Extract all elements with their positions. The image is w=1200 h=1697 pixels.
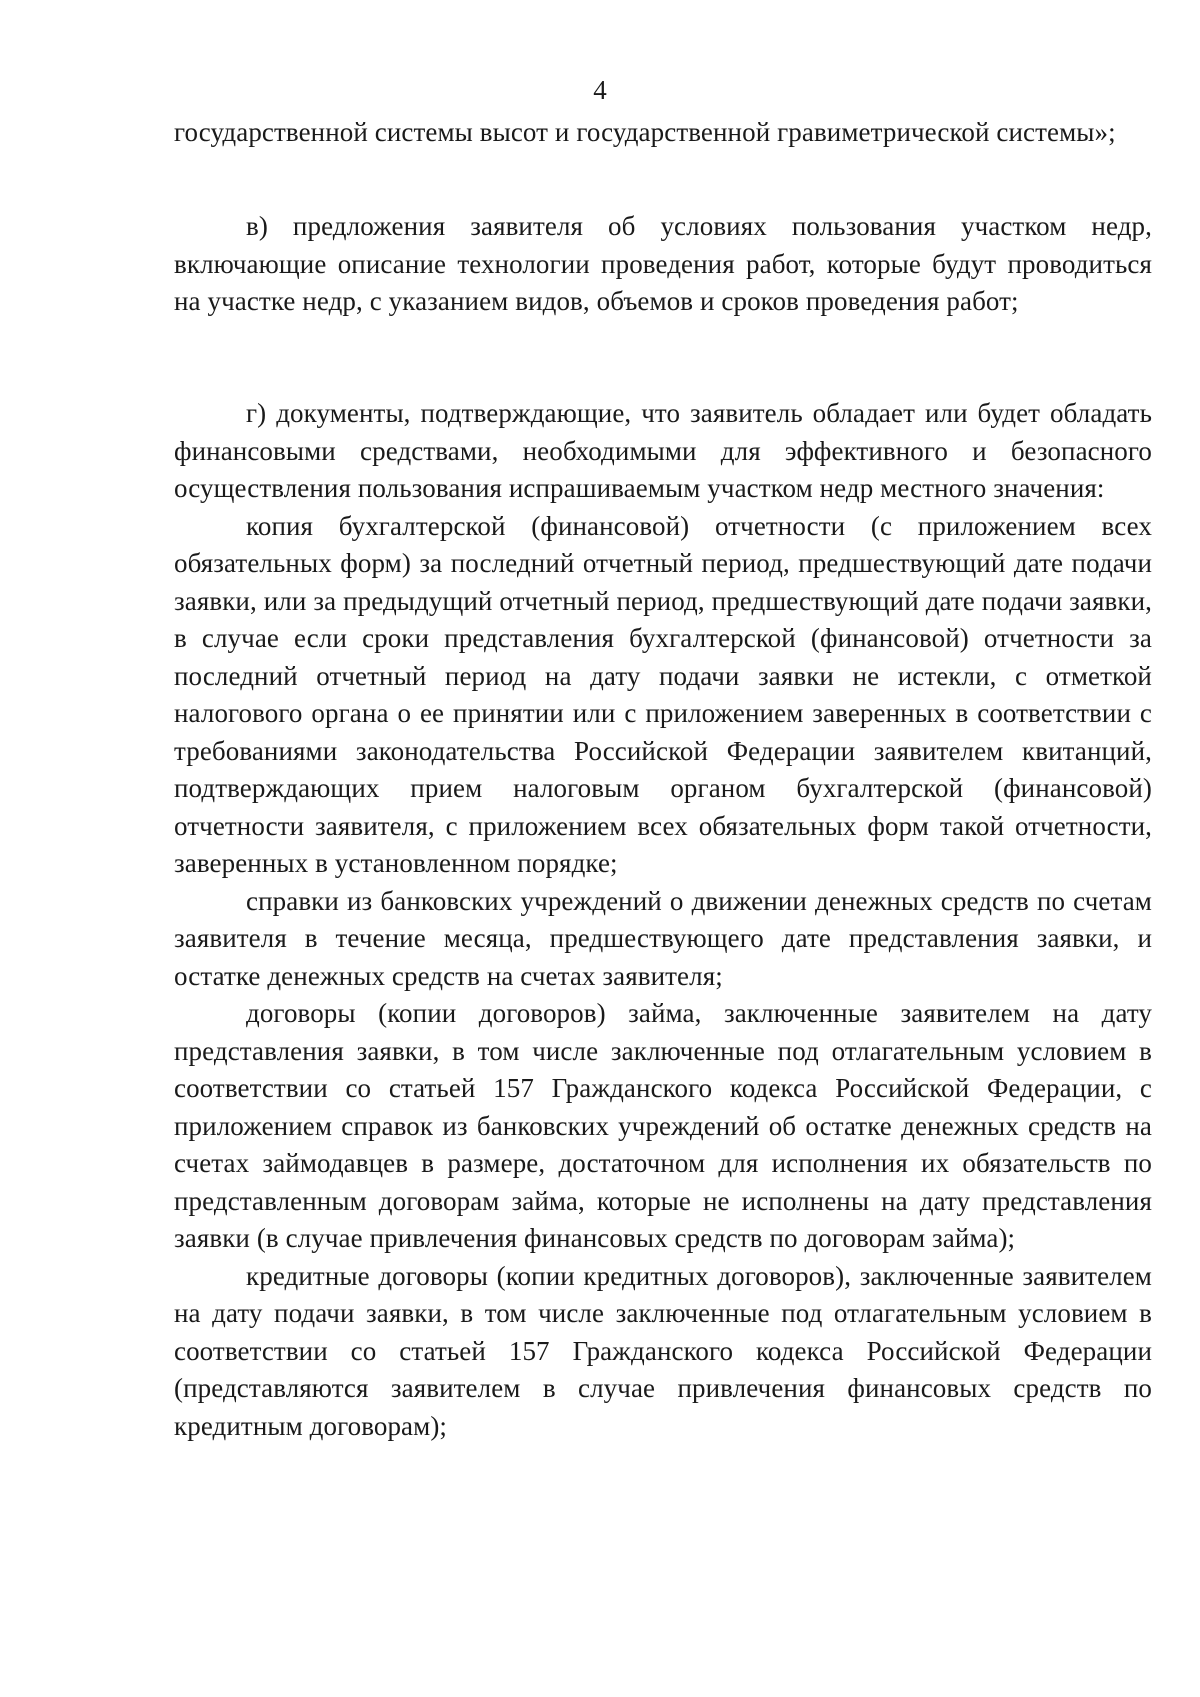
page-number: 4 [593, 75, 607, 105]
paragraph-credit-agreements: кредитные договоры (копии кредитных договоров), заключенные заявителем на дату подачи заявки, в том числе заключенные под отлагательным условием в соответствии со статьей 157 Гражданского кодекса Российской Федерации (представляются заявителем в случае привлечения финансовых средств по кредитным договорам); [174, 1260, 1152, 1441]
text-block-item-g [174, 395, 1152, 1445]
text-block-item-v [174, 208, 1152, 321]
paragraph-continuation: государственной системы высот и государственной гравиметрической системы»; [174, 117, 1116, 147]
text-block-continuation [174, 114, 1152, 152]
paragraph-accounting-report-copy: копия бухгалтерской (финансовой) отчетности (с приложением всех обязательных форм) за последний отчетный период, предшествующий дате подачи заявки, или за предыдущий отчетный период, предшествующий дате подачи заявки, в случае если сроки представления бухгалтерской (финансовой) отчетности за последний отчетный период на дату подачи заявки не истекли, с отметкой налогового органа о ее принятии или с приложением заверенных в соответствии с требованиями законодательства Российской Федерации заявителем квитанций, подтверждающих прием налоговым органом бухгалтерской (финансовой) отчетности заявителя, с приложением всех обязательных форм такой отчетности, заверенных в установленном порядке; [174, 510, 1152, 878]
paragraph-loan-agreements: договоры (копии договоров) займа, заключенные заявителем на дату представления заявки, в том числе заключенные под отлагательным условием в соответствии со статьей 157 Гражданского кодекса Российской Федерации, с приложением справок из банковских учреждений об остатке денежных средств на счетах займодавцев в размере, достаточном для исполнения их обязательств по представленным договорам займа, которые не исполнены на дату представления заявки (в случае привлечения финансовых средств по договорам займа); [174, 998, 1152, 1253]
paragraph-bank-statements: справки из банковских учреждений о движении денежных средств по счетам заявителя в течение месяца, предшествующего дате представления заявки, и остатке денежных средств на счетах заявителя; [174, 885, 1152, 991]
paragraph-item-v: в) предложения заявителя об условиях пользования участком недр, включающие описание технологии проведения работ, которые будут проводиться на участке недр, с указанием видов, объемов и сроков проведения работ; [174, 211, 1152, 316]
paragraph-item-g: г) документы, подтверждающие, что заявитель обладает или будет обладать финансовыми средствами, необходимыми для эффективного и безопасного осуществления пользования испрашиваемым участком недр местного значения: [174, 398, 1152, 503]
